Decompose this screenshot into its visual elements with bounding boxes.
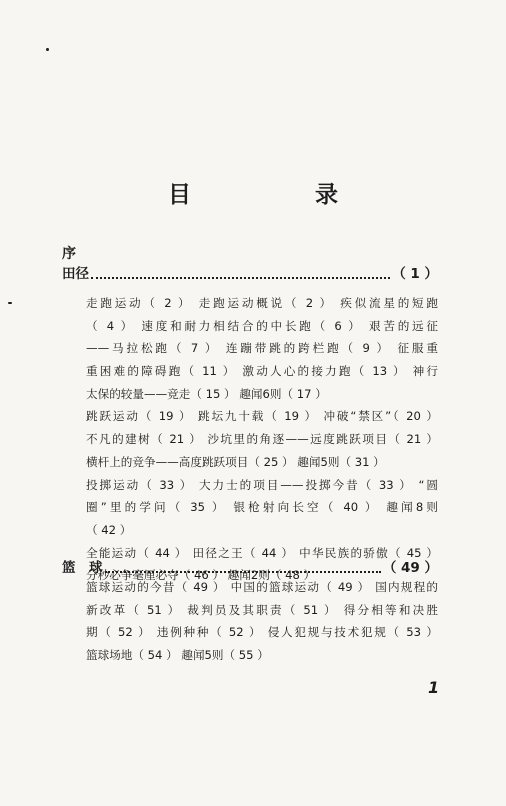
toc-line: ——马拉松跑（ 7 ） 连蹦带跳的跨栏跑（ 9 ） 征服重 [86, 341, 438, 356]
toc-line: 圈”里的学问（ 35 ） 银枪射向长空（ 40 ） 趣闻8则 [86, 500, 438, 515]
preface-entry: 序 [62, 246, 76, 262]
section-page: （ 49 ） [382, 560, 438, 576]
toc-line: 分秒必争毫厘必夺（ 46 ） 趣闻2则（ 48 ） [86, 568, 316, 583]
toc-line: 期（ 52 ） 违例种种（ 52 ） 侵人犯规与技术犯规（ 53 ） [86, 625, 438, 640]
toc-line: 重困难的障碍跑（ 11 ） 激动人心的接力跑（ 13 ） 神行 [86, 364, 438, 379]
toc-line: 篮球运动的今昔（ 49 ） 中国的篮球运动（ 49 ） 国内规程的 [86, 580, 438, 594]
section-name: 篮 球 [62, 560, 103, 576]
toc-subentries-lanqiu [86, 576, 438, 667]
section-page: （ 1 ） [392, 266, 438, 282]
toc-line: 走跑运动（ 2 ） 走跑运动概说（ 2 ） 疾似流星的短跑 [86, 296, 438, 310]
section-name: 田径 [62, 266, 89, 282]
print-speck [46, 48, 49, 51]
toc-line: （ 42 ） [86, 522, 132, 537]
toc-section-tianjing [62, 262, 438, 282]
toc-line: （ 4 ） 速度和耐力相结合的中长跑（ 6 ） 艰苦的远征 [86, 318, 438, 333]
dot-leader [105, 560, 381, 573]
toc-line: 不凡的建树（ 21 ） 沙坑里的角逐——远度跳跃项目（ 21 ） [86, 432, 438, 447]
print-speck [8, 302, 12, 304]
dot-leader [91, 266, 390, 279]
toc-line: 横杆上的竞争——高度跳跃项目（ 25 ） 趣闻5则（ 31 ） [86, 454, 385, 469]
toc-section-lanqiu [62, 556, 438, 576]
toc-line: 全能运动（ 44 ） 田径之王（ 44 ） 中华民族的骄傲（ 45 ） [86, 545, 438, 560]
page-title: 目 录 [168, 182, 364, 208]
toc-line: 投掷运动（ 33 ） 大力士的项目——投掷今昔（ 33 ） “圆 [86, 477, 438, 492]
toc-line: 篮球场地（ 54 ） 趣闻5则（ 55 ） [86, 648, 269, 663]
toc-line: 跳跃运动（ 19 ） 跳坛九十载（ 19 ） 冲破“禁区”（ 20 ） [86, 409, 438, 424]
page-number: 1 [428, 678, 440, 697]
toc-line: 太保的较量——竞走（ 15 ） 趣闻6则（ 17 ） [86, 386, 327, 401]
toc-subentries-tianjing [86, 292, 438, 587]
toc-line: 新改革（ 51 ） 裁判员及其职责（ 51 ） 得分相等和决胜 [86, 602, 438, 617]
